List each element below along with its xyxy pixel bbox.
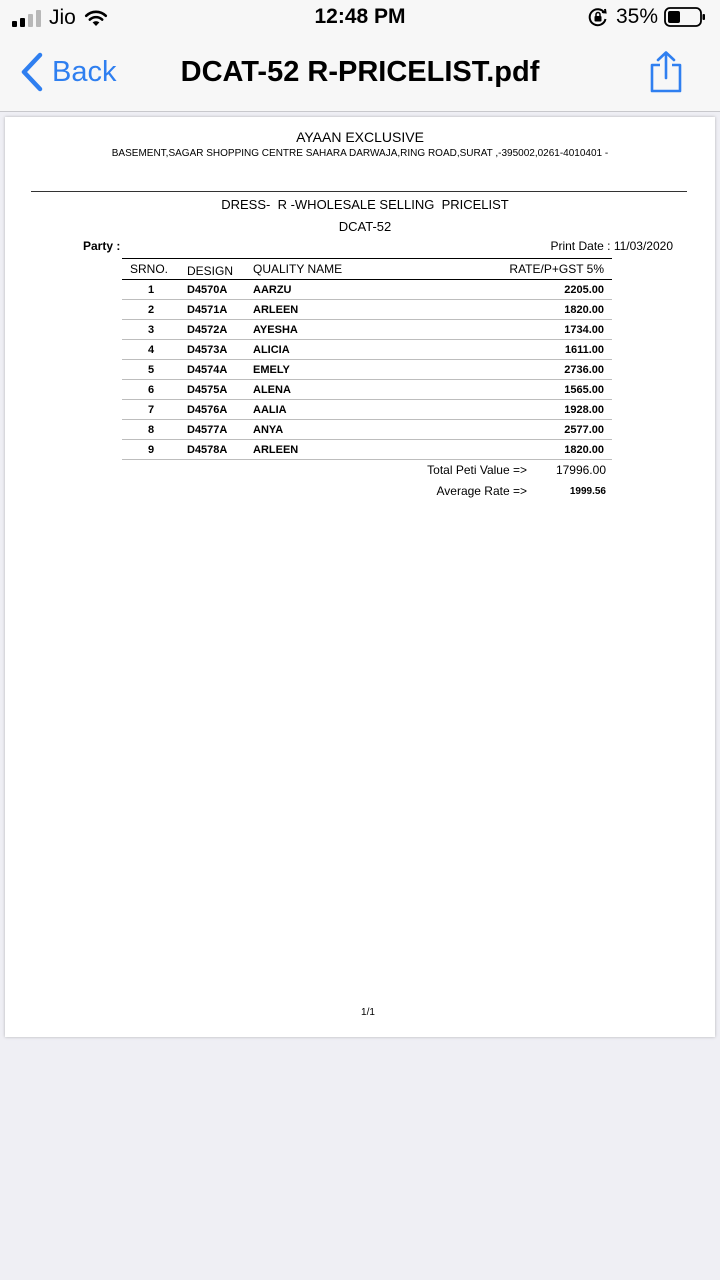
cell-srno: 8 — [147, 424, 155, 436]
column-header-rate: RATE/P+GST 5% — [509, 262, 604, 276]
table-row — [122, 440, 612, 460]
status-right — [588, 5, 706, 29]
table-header — [122, 258, 612, 280]
catalog-code: DCAT-52 — [338, 219, 392, 234]
cell-srno: 9 — [147, 444, 155, 456]
cell-quality: ARLEEN — [253, 444, 299, 456]
battery-icon — [664, 7, 706, 27]
cell-rate: 2736.00 — [564, 364, 604, 376]
pricelist-title: DRESS- R -WHOLESALE SELLING PRICELIST — [221, 197, 509, 212]
navigation-bar — [0, 36, 720, 112]
average-value: 1999.56 — [569, 486, 606, 497]
cell-srno: 6 — [147, 384, 155, 396]
cell-quality: AARZU — [253, 284, 292, 296]
table-row — [122, 280, 612, 300]
company-name: AYAAN EXCLUSIVE — [296, 129, 424, 145]
status-time: 12:48 PM — [314, 5, 406, 28]
table-row — [122, 360, 612, 380]
cell-design: D4574A — [187, 364, 228, 376]
cell-rate: 1820.00 — [564, 304, 604, 316]
cell-rate: 1565.00 — [564, 384, 604, 396]
table-row — [122, 420, 612, 440]
party-label: Party : — [83, 239, 121, 253]
cell-srno: 3 — [147, 324, 155, 336]
cell-rate: 1734.00 — [564, 324, 604, 336]
price-table — [122, 258, 612, 460]
table-row — [122, 340, 612, 360]
average-label: Average Rate => — [436, 484, 527, 498]
cell-quality: ARLEEN — [253, 304, 299, 316]
cell-quality: ANYA — [253, 424, 284, 436]
table-row — [122, 300, 612, 320]
cell-quality: EMELY — [253, 364, 290, 376]
table-row — [122, 380, 612, 400]
pdf-page[interactable] — [5, 117, 715, 1037]
chevron-left-icon — [20, 52, 44, 92]
cell-srno: 4 — [147, 344, 155, 356]
cell-quality: AALIA — [253, 404, 287, 416]
cell-design: D4577A — [187, 424, 228, 436]
column-header-srno: SRNO. — [130, 262, 169, 276]
rotation-lock-icon — [588, 7, 608, 27]
total-label: Total Peti Value => — [427, 463, 527, 477]
document-title: DCAT-52 R-PRICELIST.pdf — [180, 56, 540, 88]
header-divider — [31, 191, 687, 192]
cell-design: D4570A — [187, 284, 228, 296]
back-button[interactable] — [20, 52, 116, 92]
cell-rate: 1611.00 — [564, 344, 604, 356]
cell-design: D4575A — [187, 384, 228, 396]
cell-srno: 1 — [147, 284, 155, 296]
cell-design: D4573A — [187, 344, 228, 356]
cell-srno: 2 — [147, 304, 155, 316]
cell-design: D4572A — [187, 324, 228, 336]
column-header-design: DESIGN — [187, 264, 234, 278]
cell-srno: 5 — [147, 364, 155, 376]
cell-srno: 7 — [147, 404, 155, 416]
print-date: Print Date : 11/03/2020 — [550, 239, 673, 253]
cell-rate: 2577.00 — [564, 424, 604, 436]
cell-design: D4578A — [187, 444, 228, 456]
carrier-name: Jio — [49, 6, 76, 29]
total-value: 17996.00 — [555, 463, 606, 477]
cell-design: D4571A — [187, 304, 228, 316]
table-row — [122, 320, 612, 340]
cell-quality: ALENA — [253, 384, 291, 396]
cell-quality: ALICIA — [253, 344, 290, 356]
cell-quality: AYESHA — [253, 324, 298, 336]
cell-rate: 2205.00 — [564, 284, 604, 296]
status-bar — [0, 0, 720, 36]
battery-percent: 35% — [615, 5, 658, 28]
table-row — [122, 400, 612, 420]
cell-design: D4576A — [187, 404, 228, 416]
cell-rate: 1820.00 — [564, 444, 604, 456]
back-label: Back — [52, 55, 117, 88]
company-address: BASEMENT,SAGAR SHOPPING CENTRE SAHARA DARWAJA,RING ROAD,SURAT ,-395002,0261-4010401 - — [111, 148, 609, 159]
share-icon[interactable] — [648, 51, 684, 93]
column-header-quality: QUALITY NAME — [253, 262, 343, 276]
cell-rate: 1928.00 — [564, 404, 604, 416]
page-number: 1/1 — [361, 1007, 375, 1018]
